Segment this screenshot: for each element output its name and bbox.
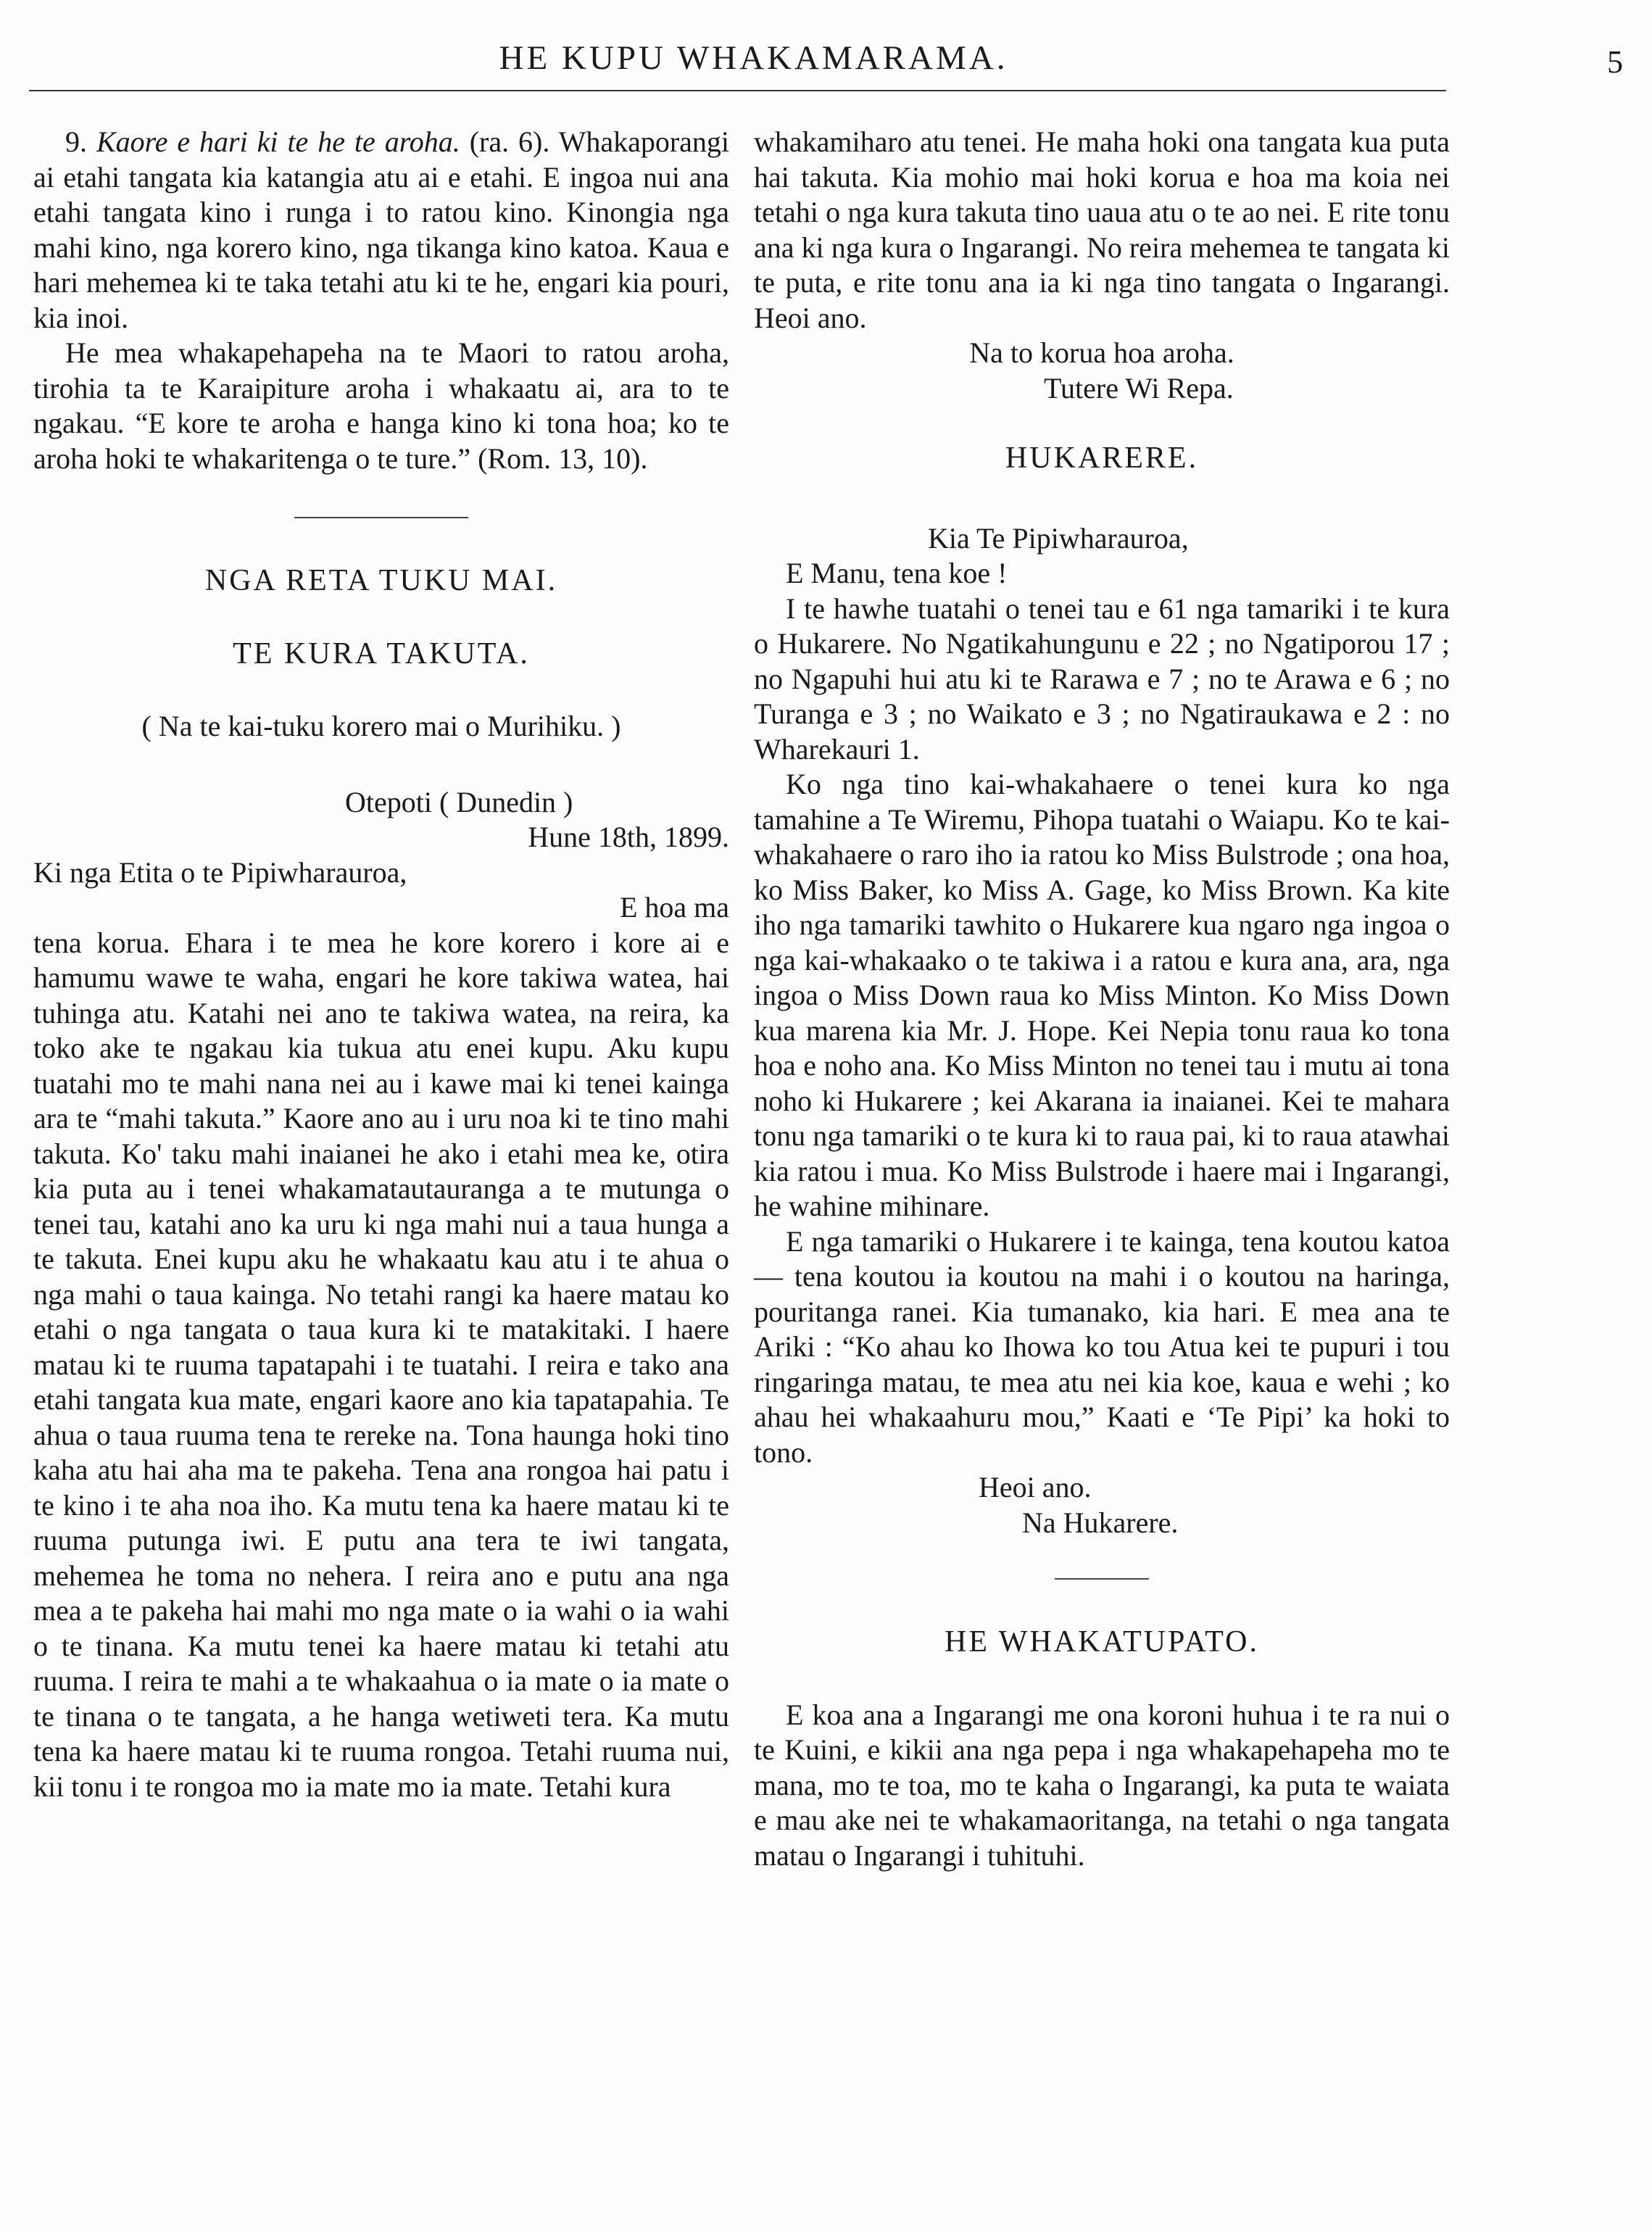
letter-source: ( Na te kai-tuku korero mai o Murihiku. ) [141,710,621,742]
item-italic-title: Kaore e hari ki te he te aroha. [96,125,460,158]
running-head: HE KUPU WHAKAMARAMA. [499,39,1008,77]
hukarere-paragraph-2: Ko nga tino kai-whakahaere o tenei kura ko nga tamahine a Te Wiremu, Pihopa tuatahi o Waiapu. Ko te kai-whakahaere o raro iho ia ratou ko Miss Bulstrode ; ona hoa, ko Miss Baker, ko Miss A. Gage, ko Miss Brown. Ka kite iho nga tamariki tawhito o Hukarere kua ngaro nga ingoa o nga kai-whakaako o te takiwa i a ratou e kura ana, ara, nga ingoa o Miss Down raua ko Miss Minton. Ko Miss Down kua marena kia Mr. J. Hope. Kei Nepia tonu raua ko tona hoa e noho ana. Ko Miss Minton no tenei tau i mutu ai tona noho ki Hukarere ; kei Akarana ia inaianei. Kei te mahara tonu nga tamariki o te kura ki to raua pai, ki to raua atawhai kia ratou i mua. Ko Miss Bulstrode i haere mai i Ingarangi, he wahine mihinare. [754,768,1450,1222]
warning-heading: HE WHAKATUPATO. [945,1625,1259,1659]
item-text: (ra. 6). Whakaporangi ai etahi tangata kia katangia atu ai e etahi. E ingoa nui ana etahi tangata kino i runga i to ratou kino. Kinongia nga mahi kino, nga korero kino, nga tikanga kino katoa. Kaua e hari mehemea ki te taka tetahi atu ki te he, engari kia pouri, kia inoi. [33,125,730,334]
letter-place: Otepoti ( Dunedin ) [345,785,573,818]
hukarere-heading: HUKARERE. [1005,441,1199,475]
warning-paragraph: E koa ana a Ingarangi me ona koroni huhua i te ra nui o te Kuini, e kikii ana nga pepa i nga whakapehapeha mo te mana, mo te toa, mo te kaha o Ingarangi, ka puta te waiata e mau ake nei te whakamaoritanga, na tetahi o nga tangata matau o Ingarangi i tuhituhi. [754,1698,1450,1872]
item-number: 9. [65,125,87,158]
right-column [754,125,1450,1873]
letter-continued: whakamiharo atu tenei. He maha hoki ona tangata kua puta hai takuta. Kia mohio mai hoki korua e hoa ma koia nei tetahi o nga kura takuta tino uaua atu o te ao nei. E rite tonu ana ki nga kura o Ingarangi. No reira mehemea te tangata ki te puta, e rite tonu ana ia ki nga tino tangata o Ingarangi. Heoi ano. [754,125,1450,334]
header-rule [29,90,1446,91]
page-number: 5 [1607,44,1623,80]
letter-date: Hune 18th, 1899. [528,821,729,853]
letter-signature: Tutere Wi Repa. [1044,371,1234,405]
hukarere-greeting: E Manu, tena koe ! [786,557,1008,589]
letter-closing: Na to korua hoa aroha. [969,336,1234,369]
aroha-paragraph: He mea whakapehapeha na te Maori to ratou aroha, tirohia ta te Karaipiture aroha i whakaatu ai, ara to te ngakau. “E kore te aroha e hanga kino ki tona hoa; ko te aroha hoki te whakaritenga o te ture.” (Rom. 13, 10). [33,336,729,475]
letter-greeting: E hoa ma [619,891,729,924]
hukarere-salutation: Kia Te Pipiwharauroa, [928,521,1189,555]
letter-body: tena korua. Ehara i te mea he kore korero i kore ai e hamumu wawe te waha, engari he kore takiwa watea, hai tuhinga atu. Katahi nei ano te takiwa watea, na reira, ka toko ake te ngakau kia tukua atu enei kupu. Aku kupu tuatahi mo te mahi nana nei au i kawe mai ki tenei kainga ara te “mahi takuta.” Kaore ano au i uru noa ki te tino mahi takuta. Ko' taku mahi inaianei he ako i etahi mea ke, otira kia puta au i tenei whakamatautauranga a te mutunga o tenei tau, katahi ano ka uru ki nga mahi nui a taua hunga a te takuta. Enei kupu aku he whakaatu kau atu i te ahua o nga mahi o taua kainga. No tetahi rangi ka haere matau ko etahi o nga tangata o taua kura ki te matakitaki. I haere matau ki te ruuma tapatapahi i te tuatahi. I reira e tako ana etahi tangata kua mate, engari kaore ano kia tapatapahia. Te ahua o taua ruuma tena te rereke na. Tona haunga hoki tino kaha atu hai aha ma te pakeha. Tena ana rongoa hai patu i te kino i te aha noa iho. Ka mutu tena ka haere matau ki te ruuma putunga iwi. E putu ana tera te iwi tangata, mehemea he toma no nehera. I reira ano e putu ana nga mea a te pakeha hai mahi mo nga mate o ia wahi o ia wahi o te tinana. Ka mutu tenei ka haere matau ki tetahi atu ruuma. I reira te mahi a te whakaahua o ia mate o ia mate o te tinana o te tangata, a he hanga wetiweti tera. Ka mutu tena ka haere matau ki te ruuma rongoa. Tetahi ruuma nui, kii tonu i te rongoa mo ia mate mo ia mate. Tetahi kura [33,926,729,1803]
letter-salutation: Ki nga Etita o te Pipiwharauroa, [33,855,407,889]
item-9-paragraph [33,125,729,336]
hukarere-paragraph-1: I te hawhe tuatahi o tenei tau e 61 nga tamariki i te kura o Hukarere. No Ngatikahungunu e 22 ; no Ngatiporou 17 ; no Ngapuhi hui atu ki te Rarawa e 7 ; no te Arawa e 6 ; no Turanga e 3 ; no Waikato e 3 ; no Ngatiraukawa e 2 : no Wharekauri 1. [754,592,1450,766]
left-column [33,125,729,1804]
hukarere-paragraph-3: E nga tamariki o Hukarere i te kainga, tena koutou katoa — tena koutou ia koutou na mahi i o koutou na haringa, pouritanga ranei. Kia tumanako, kia hari. E mea ana te Ariki : “Ko ahau ko Ihowa ko tou Atua kei te pupuri i tou ringaringa matau, te mea atu nei kia koe, kaua e wehi ; ko ahau hei whakaahuru mou,” Kaati e ‘Te Pipi’ ka hoki to tono. [754,1224,1450,1469]
page-header [29,36,1623,87]
hukarere-closing: Heoi ano. [979,1471,1092,1503]
letter-title: TE KURA TAKUTA. [233,636,530,671]
section-heading: NGA RETA TUKU MAI. [204,564,558,597]
hukarere-signature: Na Hukarere. [1022,1506,1179,1539]
